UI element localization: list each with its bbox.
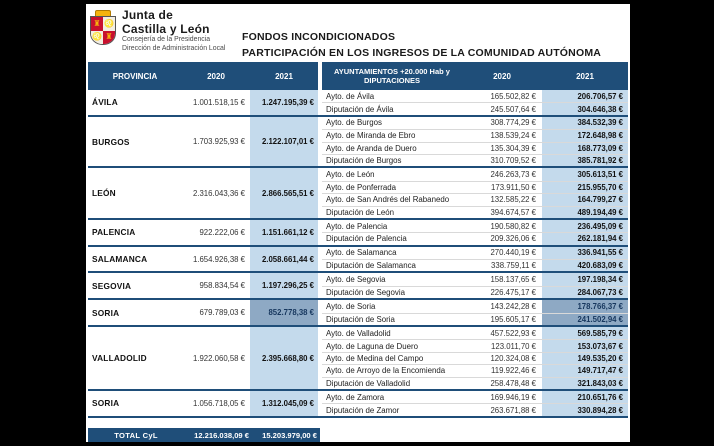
table-row xyxy=(322,90,628,102)
header-right-2021: 2021 xyxy=(576,71,594,81)
province-2020-value: 1.654.926,38 € xyxy=(192,254,245,264)
entity-name: Ayto. de Soria xyxy=(326,301,376,311)
table-row xyxy=(322,403,628,415)
header-left-2021: 2021 xyxy=(275,71,293,81)
table-row xyxy=(322,181,628,193)
province-summary xyxy=(88,273,318,298)
junta-cyl-logo xyxy=(90,10,116,45)
province-2020-value: 1.056.718,05 € xyxy=(192,398,245,408)
entity-name: Ayto. de Ávila xyxy=(326,91,375,101)
entity-2020-value: 165.502,82 € xyxy=(490,91,536,101)
entity-2021-value: 284.067,73 € xyxy=(542,287,628,298)
entity-name: Diputación de Burgos xyxy=(326,156,402,166)
entity-2020-value: 135.304,39 € xyxy=(490,143,536,153)
table-body xyxy=(88,90,628,418)
entity-name: Ayto. de León xyxy=(326,170,375,180)
entity-name: Diputación de Valladolid xyxy=(326,378,411,388)
entity-2020-value: 246.263,73 € xyxy=(490,170,536,180)
table-row xyxy=(322,168,628,180)
province-2021-value: 2.395.668,80 € xyxy=(250,327,318,389)
table-row xyxy=(322,129,628,141)
entity-2021-value: 304.646,38 € xyxy=(542,103,628,114)
doc-title: FONDOS INCONDICIONADOS xyxy=(242,31,396,43)
province-summary xyxy=(88,220,318,245)
entity-name: Ayto. de Salamanca xyxy=(326,248,397,258)
province-name: BURGOS xyxy=(92,136,130,147)
province-summary xyxy=(88,391,318,416)
document-page xyxy=(86,4,630,442)
province-name: PALENCIA xyxy=(92,227,136,238)
lion-quarter-icon: ♌ xyxy=(91,31,103,45)
entity-rows xyxy=(322,391,628,416)
table-row xyxy=(322,117,628,129)
junta-cyl-branding xyxy=(90,9,225,54)
entity-2021-value: 210.651,76 € xyxy=(542,391,628,403)
total-row xyxy=(88,428,320,442)
header-ayuntamientos: AYUNTAMIENTOS +20.000 Hab y DIPUTACIONES xyxy=(334,66,450,85)
entity-2020-value: 123.011,70 € xyxy=(491,341,536,351)
province-section xyxy=(88,90,628,117)
entity-2021-value: 385.781,92 € xyxy=(542,155,628,166)
province-summary xyxy=(88,247,318,272)
entity-2020-value: 158.137,65 € xyxy=(490,275,536,285)
entity-name: Diputación de Salamanca xyxy=(326,261,416,271)
entity-2021-value: 384.532,39 € xyxy=(542,117,628,129)
province-section xyxy=(88,117,628,169)
entity-2020-value: 394.674,57 € xyxy=(490,207,536,217)
total-label: TOTAL CyL xyxy=(114,430,158,440)
table-row xyxy=(322,313,628,325)
entity-2021-value: 420.683,09 € xyxy=(542,260,628,271)
table-row xyxy=(322,232,628,244)
entity-name: Ayto. de Laguna de Duero xyxy=(326,341,418,351)
table-row xyxy=(322,364,628,376)
entity-2020-value: 245.507,64 € xyxy=(490,104,536,114)
org-name-line-1: Junta de xyxy=(122,8,173,22)
table-header-row xyxy=(88,62,628,90)
header-right-2020: 2020 xyxy=(493,71,511,81)
brand-text xyxy=(122,9,225,54)
table-row xyxy=(322,273,628,285)
entity-2020-value: 457.522,93 € xyxy=(490,328,536,338)
table-row xyxy=(322,377,628,389)
province-2020-value: 1.922.060,58 € xyxy=(192,353,245,363)
entity-rows xyxy=(322,327,628,389)
table-row xyxy=(322,327,628,339)
entity-rows xyxy=(322,220,628,245)
province-name: VALLADOLID xyxy=(92,353,147,363)
province-2021-value: 1.312.045,09 € xyxy=(250,391,318,416)
province-name: SORIA xyxy=(92,307,120,318)
entity-name: Ayto. de Miranda de Ebro xyxy=(326,131,416,141)
entity-2020-value: 138.539,24 € xyxy=(490,131,536,141)
province-2021-value: 1.151.661,12 € xyxy=(250,220,318,245)
entity-2020-value: 338.759,11 € xyxy=(491,261,536,271)
entity-2020-value: 173.911,50 € xyxy=(491,182,536,192)
entity-2021-value: 489.194,49 € xyxy=(542,207,628,218)
entity-name: Ayto. de San Andrés del Rabanedo xyxy=(326,195,450,205)
entity-2020-value: 120.324,08 € xyxy=(490,354,536,363)
province-section xyxy=(88,168,628,220)
table-row xyxy=(322,300,628,312)
org-subtitle-2: Dirección de Administración Local xyxy=(122,45,226,53)
lion-quarter-icon: ♌ xyxy=(103,17,115,31)
province-summary xyxy=(88,300,318,325)
entity-2020-value: 258.478,48 € xyxy=(490,378,536,388)
table-row xyxy=(322,259,628,271)
entity-2020-value: 169.946,19 € xyxy=(490,392,536,402)
entity-2020-value: 143.242,28 € xyxy=(490,301,536,311)
entity-name: Ayto. de Palencia xyxy=(326,221,388,231)
province-summary xyxy=(88,90,318,115)
province-section xyxy=(88,220,628,247)
entity-rows xyxy=(322,168,628,218)
table-row xyxy=(322,286,628,298)
table-row xyxy=(322,206,628,218)
province-2020-value: 1.001.518,15 € xyxy=(192,97,245,107)
entity-2020-value: 209.326,06 € xyxy=(490,234,536,244)
entity-rows xyxy=(322,273,628,298)
province-2020-value: 958.834,54 € xyxy=(199,281,245,291)
entity-2021-value: 236.495,09 € xyxy=(542,220,628,232)
province-name: SORIA xyxy=(92,398,120,409)
entity-2021-value: 149.535,20 € xyxy=(542,353,628,364)
table-row xyxy=(322,142,628,154)
province-2020-value: 679.789,03 € xyxy=(199,308,245,318)
doc-subtitle: PARTICIPACIÓN EN LOS INGRESOS DE LA COMUNIDAD AUTÓNOMA xyxy=(242,47,602,59)
entity-2020-value: 310.709,52 € xyxy=(490,156,536,166)
entity-2021-value: 215.955,70 € xyxy=(542,182,628,193)
castilla-leon-shield-icon xyxy=(90,16,116,45)
table-row xyxy=(322,391,628,403)
entity-rows xyxy=(322,247,628,272)
table-row xyxy=(322,339,628,351)
province-name: LEÓN xyxy=(92,188,116,199)
entity-2021-value: 569.585,79 € xyxy=(542,327,628,339)
castle-quarter-icon: ♜ xyxy=(103,31,115,45)
province-2021-value: 2.122.107,01 € xyxy=(250,117,318,167)
entity-name: Ayto. de Medina del Campo xyxy=(326,354,424,363)
entity-name: Diputación de Ávila xyxy=(326,104,394,114)
entity-2020-value: 226.475,17 € xyxy=(490,288,536,298)
table-row xyxy=(322,220,628,232)
province-2021-value: 852.778,38 € xyxy=(250,300,318,325)
entity-2021-value: 168.773,09 € xyxy=(542,143,628,154)
entity-2021-value: 153.073,67 € xyxy=(542,340,628,351)
province-summary xyxy=(88,327,318,389)
entity-2020-value: 270.440,19 € xyxy=(490,248,536,258)
header-left-2020: 2020 xyxy=(207,71,225,81)
entity-2020-value: 119.922,46 € xyxy=(491,366,536,376)
total-2021-value: 15.203.979,00 € xyxy=(262,430,317,440)
entity-rows xyxy=(322,90,628,115)
entity-2021-value: 164.799,27 € xyxy=(542,194,628,205)
entity-name: Ayto. de Segovia xyxy=(326,275,386,285)
table-row xyxy=(322,247,628,259)
funds-table xyxy=(88,62,628,418)
entity-name: Ayto. de Ponferrada xyxy=(326,182,397,192)
entity-rows xyxy=(322,300,628,325)
entity-name: Ayto. de Burgos xyxy=(326,118,383,128)
entity-2021-value: 330.894,28 € xyxy=(542,404,628,415)
entity-2021-value: 336.941,55 € xyxy=(542,247,628,259)
entity-2020-value: 308.774,29 € xyxy=(490,118,536,128)
entity-2021-value: 149.717,47 € xyxy=(542,365,628,376)
province-summary xyxy=(88,117,318,167)
entity-2020-value: 195.605,17 € xyxy=(490,314,536,324)
table-row xyxy=(322,154,628,166)
province-name: SEGOVIA xyxy=(92,280,132,291)
entity-name: Ayto. de Aranda de Duero xyxy=(326,143,417,153)
province-section xyxy=(88,273,628,300)
org-subtitle-1: Consejería de la Presidencia xyxy=(122,36,211,44)
entity-2021-value: 305.613,51 € xyxy=(542,168,628,180)
entity-rows xyxy=(322,117,628,167)
castle-quarter-icon: ♜ xyxy=(91,17,103,31)
province-name: ÁVILA xyxy=(92,97,118,108)
province-2021-value: 1.197.296,25 € xyxy=(250,273,318,298)
entity-2020-value: 190.580,82 € xyxy=(490,221,536,231)
province-summary xyxy=(88,168,318,218)
entity-2021-value: 178.766,37 € xyxy=(542,300,628,312)
entity-2021-value: 241.502,94 € xyxy=(542,314,628,325)
province-2020-value: 1.703.925,93 € xyxy=(192,137,245,147)
entity-2021-value: 172.648,98 € xyxy=(542,130,628,141)
entity-2021-value: 206.706,57 € xyxy=(542,90,628,102)
entity-name: Diputación de Zamor xyxy=(326,405,400,415)
province-section xyxy=(88,391,628,418)
province-section xyxy=(88,327,628,391)
province-2020-value: 922.222,06 € xyxy=(199,227,245,237)
total-2020-value: 12.216.038,09 € xyxy=(194,430,249,440)
entity-name: Diputación de León xyxy=(326,207,394,217)
entity-name: Ayto. de Valladolid xyxy=(326,328,391,338)
table-row xyxy=(322,102,628,114)
province-2021-value: 2.058.661,44 € xyxy=(250,247,318,272)
province-2021-value: 1.247.195,39 € xyxy=(250,90,318,115)
province-section xyxy=(88,247,628,274)
province-section xyxy=(88,300,628,327)
entity-2021-value: 197.198,34 € xyxy=(542,273,628,285)
entity-name: Diputación de Soria xyxy=(326,314,395,324)
province-2020-value: 2.316.043,36 € xyxy=(192,188,245,198)
table-row xyxy=(322,193,628,205)
entity-name: Ayto. de Zamora xyxy=(326,392,385,402)
entity-name: Ayto. de Arroyo de la Encomienda xyxy=(326,366,446,376)
entity-2021-value: 262.181,94 € xyxy=(542,233,628,244)
entity-2021-value: 321.843,03 € xyxy=(542,378,628,389)
header-provincia: PROVINCIA xyxy=(112,71,158,81)
province-2021-value: 2.866.565,51 € xyxy=(250,168,318,218)
entity-name: Diputación de Segovia xyxy=(326,288,405,298)
entity-2020-value: 263.671,88 € xyxy=(490,405,536,415)
province-name: SALAMANCA xyxy=(92,254,148,265)
entity-name: Diputación de Palencia xyxy=(326,234,407,244)
table-row xyxy=(322,352,628,364)
org-name-line-2: Castilla y León xyxy=(122,21,210,36)
document-titles xyxy=(242,31,628,59)
entity-2020-value: 132.585,22 € xyxy=(490,195,536,205)
